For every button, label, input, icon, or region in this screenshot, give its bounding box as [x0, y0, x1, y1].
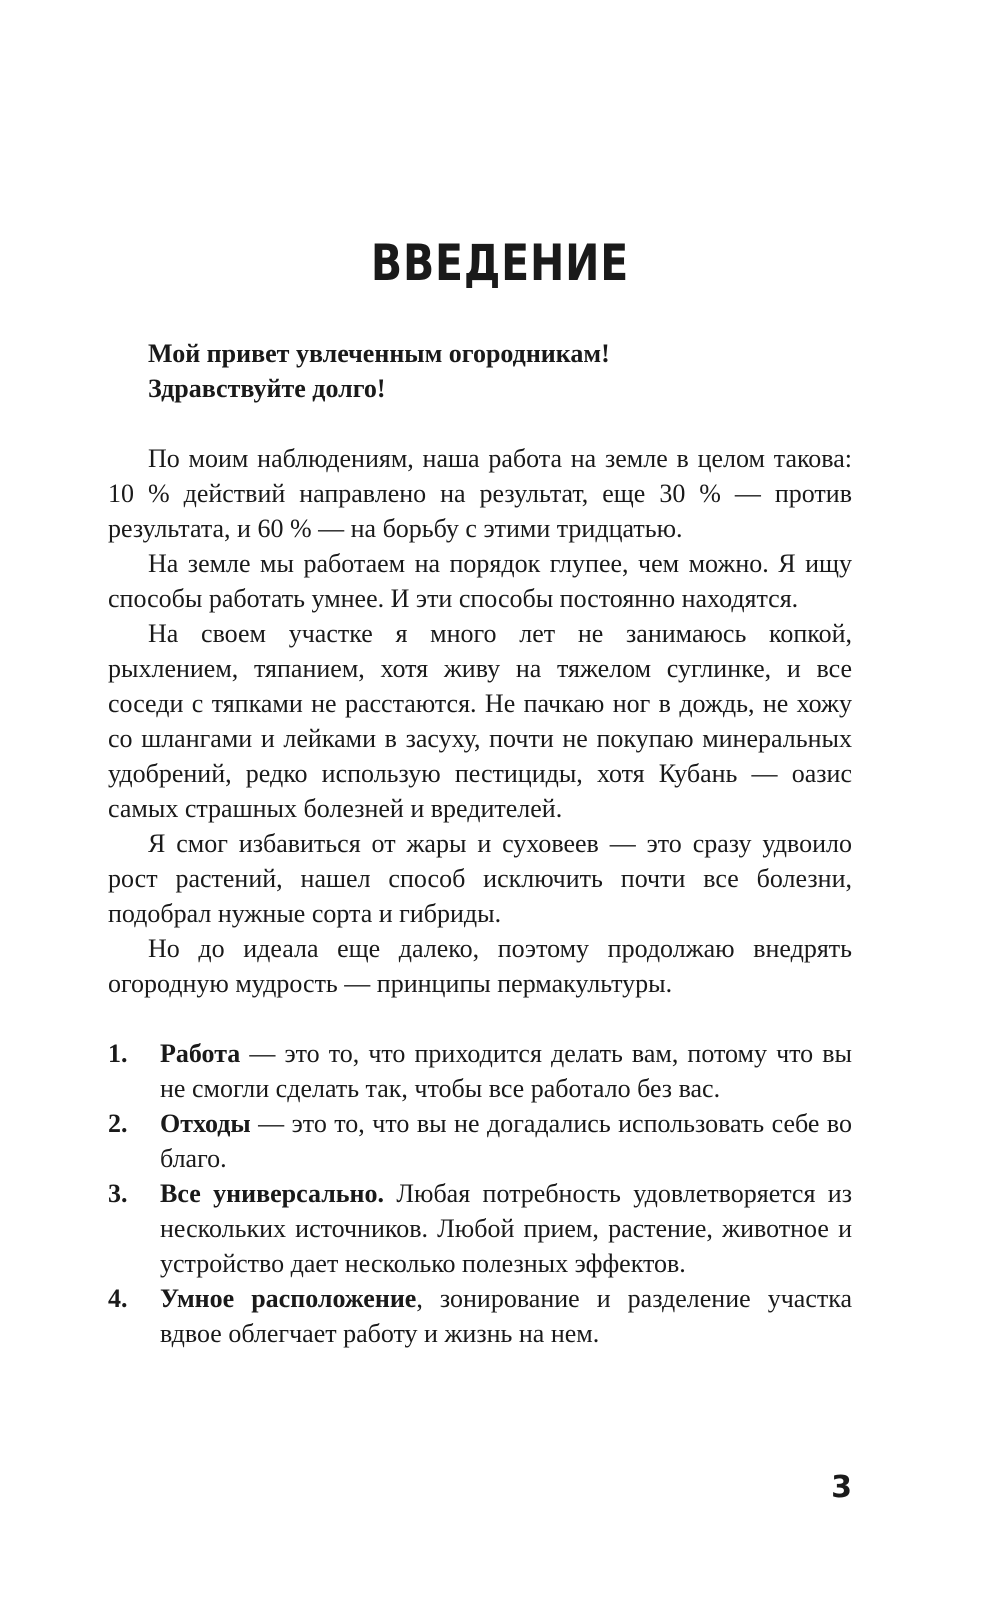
greeting-line: Мой привет увлеченным огородникам! [148, 339, 610, 368]
list-item-text [160, 1106, 852, 1176]
chapter-body [108, 336, 852, 1351]
list-item-term: Умное расположение [160, 1284, 417, 1313]
principles-list [108, 1036, 852, 1351]
list-item-description: — это то, что вы не догадались использовать себе во благо. [160, 1109, 852, 1173]
paragraph: На земле мы работаем на порядок глупее, чем можно. Я ищу способы работать умнее. И эти способы постоянно находятся. [108, 549, 852, 613]
list-item-description: — это то, что приходится делать вам, потому что вы не смогли сделать так, чтобы все работало без вас. [160, 1039, 852, 1103]
chapter-title: ВВЕДЕНИЕ [370, 233, 630, 292]
paragraph: Я смог избавиться от жары и суховеев — это сразу удвоило рост растений, нашел способ исключить почти все болезни, подобрал нужные сорта и гибриды. [108, 829, 852, 928]
list-item-description: Любая потребность удовлетворяется из нескольких источников. Любой прием, растение, животное и устройство дает несколько полезных эффектов. [160, 1179, 852, 1278]
paragraph: По моим наблюдениям, наша работа на земле в целом такова: 10 % действий направлено на результат, еще 30 % — против результата, и 60 % — на борьбу с этими тридцатью. [108, 444, 852, 543]
list-item-number: 2. [108, 1109, 128, 1138]
list-item-description: , зонирование и разделение участка вдвое облегчает работу и жизнь на нем. [160, 1284, 853, 1348]
list-item-term: Отходы [160, 1109, 251, 1138]
paragraph: На своем участке я много лет не занимаюсь копкой, рыхлением, тяпанием, хотя живу на тяжелом суглинке, и все соседи с тяпками не расстаются. Не пачкаю ног в дождь, не хожу со шлангами и лейками в засуху, почти не покупаю минеральных удобрений, редко использую пестициды, хотя Кубань — оазис самых страшных болезней и вредителей. [108, 619, 852, 823]
list-item-number: 3. [108, 1179, 128, 1208]
greeting [108, 336, 852, 406]
list-item-text [160, 1036, 852, 1106]
greeting-line: Здравствуйте долго! [148, 374, 386, 403]
list-item-number: 4. [108, 1284, 128, 1313]
list-item [108, 1176, 852, 1281]
list-item-number: 1. [108, 1039, 128, 1068]
list-item [108, 1281, 852, 1351]
page-number: 3 [831, 1470, 852, 1505]
paragraph: Но до идеала еще далеко, поэтому продолжаю внедрять огородную мудрость — принципы пермакультуры. [108, 934, 852, 998]
list-item-term: Работа [160, 1039, 241, 1068]
list-item-term: Все универсально. [160, 1179, 385, 1208]
list-item [108, 1036, 852, 1106]
list-item-text [160, 1176, 852, 1281]
list-item [108, 1106, 852, 1176]
list-item-text [160, 1281, 852, 1351]
